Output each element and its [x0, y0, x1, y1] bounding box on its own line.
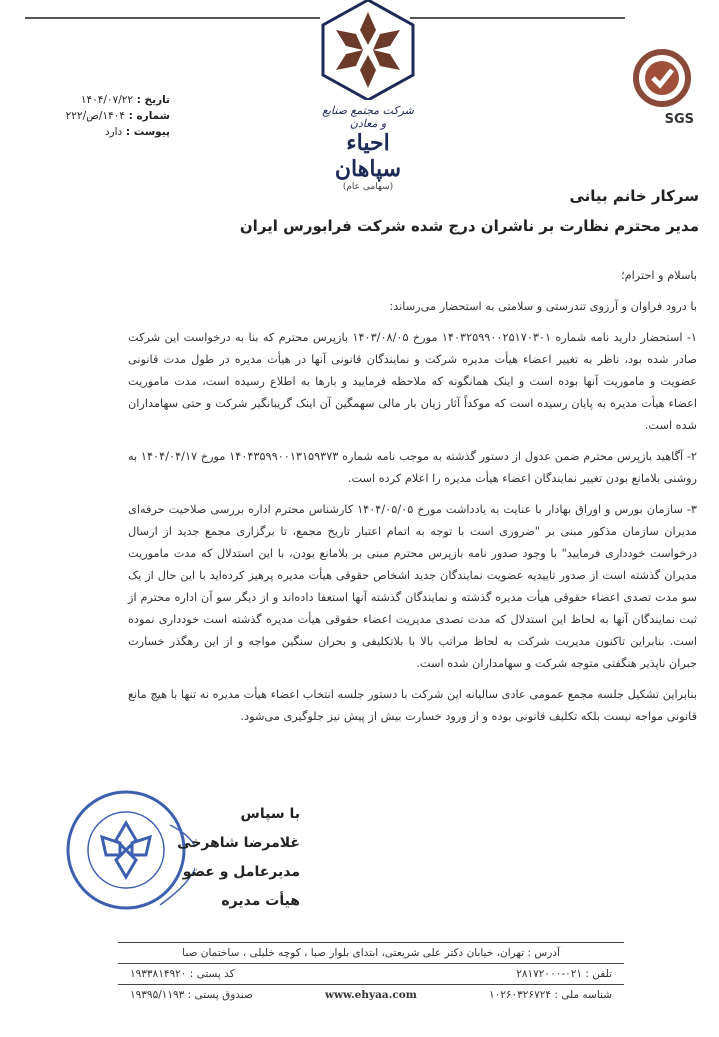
closing: با سپاس — [240, 806, 300, 822]
paragraph-1: ۱- استحضار دارید نامه شماره ۱۴۰۳۲۵۹۹۰۰۲۵۱۷۰۳۰۱ مورخ ۱۴۰۳/۰۸/۰۵ بازپرس محترم که بنا به درخواست این شرکت صادر شده بود، ناظر به تغییر اعضاء هیأت مدیره شرکت و نمایندگان قانونی آنها در هیأت مدیره در طول مدت قانونی عضویت و ماموریت آنها بوده است و اینک همانگونه که ملاحظه فرمایید و بارها به اطلاع رسیده است، مدت ماموریت اعضاء هیأت مدیره به پایان رسیده است که موکداً آثار زیان بار مالی سهمگین آن اینک گریبانگیر شرکت و حتی سهامداران شده است. — [128, 331, 697, 432]
attachment-value: دارد — [104, 126, 123, 138]
recipient-name: سرکار خانم بیانی — [569, 187, 699, 205]
sgs-label: SGS — [664, 112, 694, 127]
company-type: (سهامی عام) — [342, 182, 394, 192]
letter-meta — [30, 92, 170, 140]
certification-check-icon — [625, 48, 700, 108]
address: آدرس : تهران، خیابان دکتر علی شریعتی، ابتدای بلوار صبا ، کوچه خلیلی ، ساختمان صبا — [182, 947, 560, 959]
header-rule-left — [25, 17, 320, 19]
date-label: تاریخ : — [136, 94, 170, 106]
logo-emblem-icon — [318, 0, 418, 100]
phone: تلفن : ۰۲۱-۲۸۱۷۲۰۰۰ — [516, 968, 612, 980]
number-label: شماره : — [128, 110, 170, 122]
header-rule-right — [410, 17, 625, 19]
attachment-row — [30, 124, 170, 140]
number-value: ۱۴۰۴/ص/۲۲۲ — [65, 110, 125, 122]
date-row — [30, 92, 170, 108]
company-logo — [318, 0, 418, 192]
paragraph-3: ۳- سازمان بورس و اوراق بهادار با عنایت به یادداشت مورخ ۱۴۰۴/۰۵/۰۵ کارشناس محترم اداره بررسی صلاحیت حرفه‌ای مدیران سازمان مذکور مبنی بر "ضروری است با توجه به اتمام اعتبار تاریخ مجمع، تا برگزاری مجمع جدید از ارسال درخواست خودداری فرمایید" با وجود صدور نامه بازپرس محترم مبنی بر بلامانع بودن، با این استدلال که مدت ماموریت مدیران گذشته است از صدور تاییدیه عضویت نمایندگان جدید اشخاص حقوقی هیأت مدیره پرهیز کرده‌اید با این حال از یک سو مدت تصدی اعضاء حقوقی هیأت مدیره گذشته و نمایندگان گذشته آنها استعفا داده‌اند و از دیگر سو آن اداره محترم از ثبت نمایندگان آنها به لحاظ این استدلال که مدت تصدی مدیریت اعضاء حقوقی هیأت مدیره گذشته است خودداری نموده است. بنابراین تاکنون مدیریت شرکت به لحاظ مراتب بالا با بلاتکلیفی و بحران سنگین مواجه و از این رهگذر خسارت جبران ناپذیر هنگفتی متوجه شرکت و سهامداران شده است. — [128, 503, 697, 670]
recipient-title: مدیر محترم نظارت بر ناشران درج شده شرکت فرابورس ایران — [239, 217, 699, 235]
sgs-certification-logo — [625, 48, 700, 128]
footer-id-row — [118, 985, 624, 1005]
footer-contact-row — [118, 964, 624, 985]
postal-code: کد پستی : ۱۹۳۳۸۱۴۹۲۰ — [130, 968, 235, 980]
signatory-title: مدیرعامل و عضو هیأت مدیره — [182, 864, 300, 909]
number-row — [30, 108, 170, 124]
company-name: احیاء سپاهان — [334, 130, 402, 182]
signatory-name: غلامرضا شاهرخی — [177, 835, 300, 851]
letter-body — [128, 265, 697, 737]
letter-footer — [118, 942, 624, 1005]
intro: با درود فراوان و آرزوی تندرستی و سلامتی به استحضار می‌رساند: — [389, 300, 697, 313]
paragraph-conclusion: بنابراین تشکیل جلسه مجمع عمومی عادی سالیانه این شرکت با دستور جلسه انتخاب اعضاء هیأت مدیره نه تنها با هیچ مانع قانونی مواجه نیست بلکه تکلیف قانونی بوده و از ورود خسارت بیش از پیش نیز جلوگیری می‌شود. — [128, 688, 697, 723]
paragraph-2: ۲- آگاهید بازپرس محترم ضمن عدول از دستور گذشته به موجب نامه شماره ۱۴۰۴۳۵۹۹۰۰۱۳۱۵۹۳۷۳ مورخ ۱۴۰۴/۰۴/۱۷ به روشنی بلامانع بودن تغییر نمایندگان اعضاء هیأت مدیره را اعلام کرده است. — [128, 450, 697, 485]
greeting: باسلام و احترام؛ — [621, 269, 697, 282]
signature-block — [150, 800, 300, 916]
website-link[interactable]: www.ehyaa.com — [324, 989, 417, 1001]
attachment-label: پیوست : — [125, 126, 170, 138]
footer-address-row — [118, 942, 624, 964]
national-id: شناسه ملی : ۱۰۲۶۰۳۲۶۷۲۴ — [488, 989, 612, 1001]
po-box: صندوق پستی : ۱۹۳۹۵/۱۱۹۳ — [130, 989, 253, 1001]
company-line1: شرکت مجتمع صنایع و معادن — [322, 104, 414, 130]
date-value: ۱۴۰۴/۰۷/۲۲ — [80, 94, 134, 106]
